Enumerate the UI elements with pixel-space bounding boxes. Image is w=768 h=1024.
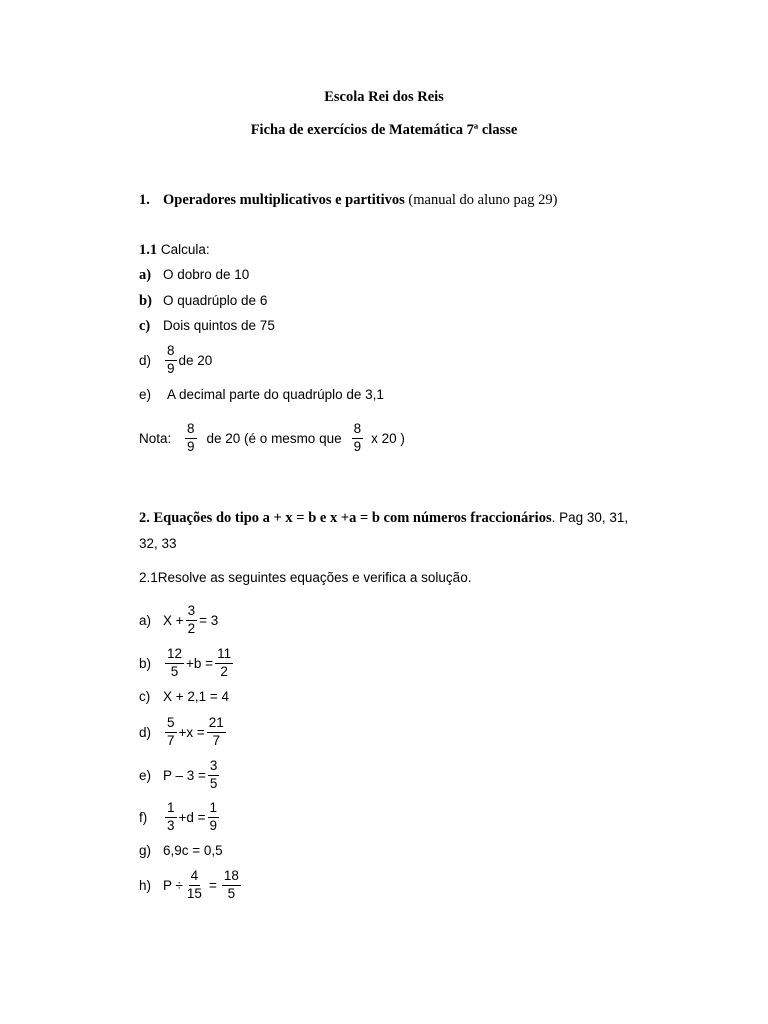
equation-label: h) <box>139 877 152 893</box>
equation-f: f) $\frac{1}{3}$ +d = $\frac{1}{9}$ <box>139 800 218 833</box>
fraction: $\frac{8}{9}$ <box>187 421 195 454</box>
equation-label: g) <box>139 843 152 858</box>
fraction: $\frac{18}{5}$ <box>223 868 239 901</box>
equation-a: a) X + $\frac{3}{2}$ = 3 <box>139 603 219 636</box>
item-label: a) <box>139 267 152 283</box>
fraction: $\frac{3}{5}$ <box>209 758 218 791</box>
item-text: Dois quintos de 75 <box>163 318 275 333</box>
equation-g: g) 6,9c = 0,5 <box>139 843 223 858</box>
item-label: d) <box>139 352 152 368</box>
nota-label: Nota: <box>139 430 172 446</box>
fraction: $\frac{4}{15}$ <box>186 868 202 901</box>
list-item <box>139 294 267 309</box>
fraction: $\frac{3}{2}$ <box>187 603 196 636</box>
fraction: $\frac{1}{3}$ <box>167 800 175 833</box>
item-text: A decimal parte do quadrúplo de 3,1 <box>167 387 384 402</box>
item-label: c) <box>139 318 151 334</box>
section1-sub-heading <box>139 243 210 258</box>
fraction: $\frac{12}{5}$ <box>167 646 183 679</box>
equation-label: d) <box>139 724 152 740</box>
section1-title: Operadores multiplicativos e partitivos <box>163 192 405 208</box>
fraction: $\frac{8}{9}$ <box>167 343 175 376</box>
worksheet-title: Ficha de exercícios de Matemática 7ª classe <box>250 122 518 138</box>
sub-number: 1.1 <box>139 242 158 258</box>
equation-d: d) $\frac{5}{7}$ +x = $\frac{21}{7}$ <box>139 715 224 748</box>
item-text: O quadrúplo de 6 <box>163 293 268 308</box>
item-text: O dobro de 10 <box>163 267 250 282</box>
section2-instruction: 2.1Resolve as seguintes equações e verifica a solução. <box>139 570 472 585</box>
equation-label: f) <box>139 809 148 825</box>
item-label: e) <box>139 387 152 402</box>
list-item <box>139 319 275 334</box>
fraction: $\frac{5}{7}$ <box>167 715 175 748</box>
equation-label: e) <box>139 767 152 783</box>
equation-label: b) <box>139 655 152 671</box>
fraction: $\frac{21}{7}$ <box>208 715 224 748</box>
section1-reference: (manual do aluno pag 29) <box>404 192 558 208</box>
equation-label: c) <box>139 689 151 704</box>
section2-heading-line2: 32, 33 <box>139 536 177 551</box>
equation-h: h) P ÷ $\frac{4}{15}$ = $\frac{18}{5}$ <box>139 868 239 901</box>
section1-heading <box>139 193 557 208</box>
fraction: $\frac{8}{9}$ <box>353 421 362 454</box>
section2-reference: . Pag 30, 31, <box>551 510 629 525</box>
equation-c: c) X + 2,1 = 4 <box>139 689 230 704</box>
equation-label: a) <box>139 612 152 628</box>
sub-instruction: Calcula: <box>157 242 210 257</box>
item-label: b) <box>139 293 152 309</box>
section2-title: 2. Equações do tipo a + x = b e x +a = b com números fraccionários <box>139 510 552 526</box>
nota-line <box>139 418 405 458</box>
equation-b: b) $\frac{12}{5}$ +b = $\frac{11}{2}$ <box>139 646 232 679</box>
fraction: $\frac{11}{2}$ <box>217 646 232 679</box>
fraction: $\frac{1}{9}$ <box>209 800 218 833</box>
list-item-e <box>139 388 384 402</box>
equation-e: e) P – 3 = $\frac{3}{5}$ <box>139 758 218 791</box>
list-item <box>139 268 249 283</box>
section2-heading <box>139 511 628 526</box>
item-text: de 20 <box>178 352 213 368</box>
list-item-d <box>139 340 212 380</box>
nota-text: de 20 (é o mesmo que <box>206 430 342 446</box>
section1-number: 1. <box>139 192 150 208</box>
nota-text-end: x 20 ) <box>371 430 405 446</box>
school-name: Escola Rei dos Reis <box>324 89 444 105</box>
